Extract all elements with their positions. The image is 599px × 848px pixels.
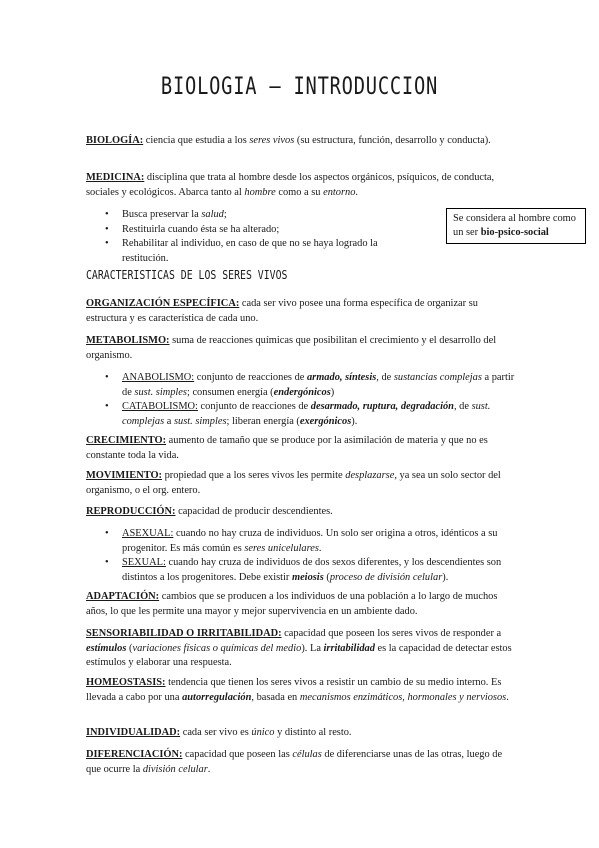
section-heading: CARACTERISTICAS DE LOS SERES VIVOS — [86, 268, 288, 282]
sensoriabilidad-term: SENSORIABILIDAD O IRRITABILIDAD: — [86, 628, 282, 639]
list-item: • CATABOLISMO: conjunto de reacciones de desarmado, ruptura, degradación, de sust. complejas a sust. simples; liberan energía (exergónicos). — [100, 400, 518, 429]
list-item: • ANABOLISMO: conjunto de reacciones de armado, síntesis, de sustancias complejas a partir de sust. simples; consumen energía (endergónicos) — [100, 371, 518, 400]
metabolismo-term: METABOLISMO: — [86, 335, 170, 346]
diferenciacion-definition: DIFERENCIACIÓN: capacidad que poseen las células de diferenciarse unas de las otras, luego de que ocurre la división celular. — [86, 749, 503, 775]
medicina-definition: MEDICINA: disciplina que trata al hombre desde los aspectos orgánicos, psíquicos, de conducta, sociales y ecológicos. Abarca tanto al hombre como a su entorno. — [86, 172, 495, 198]
metabolismo-definition: METABOLISMO: suma de reacciones químicas que posibilitan el crecimiento y el desarrollo del organismo. — [86, 335, 497, 361]
list-item: • SEXUAL: cuando hay cruza de individuos de dos sexos diferentes, y los descendientes son distintos a los progenitores. Debe existir meiosis (proceso de división celular). — [100, 556, 518, 585]
list-item: • ASEXUAL: cuando no hay cruza de individuos. Un solo ser origina a otros, idénticos a su progenitor. Es más común es seres unicelulares. — [100, 527, 518, 556]
biologia-term: BIOLOGÍA: — [86, 135, 144, 146]
medicina-list — [100, 208, 400, 266]
organizacion-definition: ORGANIZACIÓN ESPECÍFICA: cada ser vivo posee una forma específica de organizar su estructura y es característica de cada uno. — [86, 298, 478, 324]
metabolismo-list — [100, 371, 518, 429]
reproduccion-list — [100, 527, 518, 585]
individualidad-term: INDIVIDUALIDAD: — [86, 727, 181, 738]
homeostasis-definition: HOMEOSTASIS: tendencia que tienen los seres vivos a resistir un cambio de su medio interno. Es llevada a cabo por una autorregulación, basada en mecanismos enzimáticos, hormonales y nerviosos. — [86, 677, 509, 703]
crecimiento-definition: CRECIMIENTO: aumento de tamaño que se produce por la asimilación de materia y que no es constante toda la vida. — [86, 435, 488, 461]
biologia-definition: BIOLOGÍA: ciencia que estudia a los seres vivos (su estructura, función, desarrollo y conducta). — [86, 135, 491, 146]
reproduccion-term: REPRODUCCIÓN: — [86, 506, 176, 517]
crecimiento-term: CRECIMIENTO: — [86, 435, 167, 446]
movimiento-term: MOVIMIENTO: — [86, 470, 163, 481]
list-item: • Busca preservar la salud; — [100, 208, 400, 223]
list-item: • Restituirla cuando ésta se ha alterado; — [100, 223, 400, 238]
reproduccion-definition: REPRODUCCIÓN: capacidad de producir descendientes. — [86, 506, 333, 517]
medicina-term: MEDICINA: — [86, 172, 145, 183]
list-item: • Rehabilitar al individuo, en caso de que no se haya logrado la restitución. — [100, 237, 400, 266]
movimiento-definition: MOVIMIENTO: propiedad que a los seres vivos les permite desplazarse, ya sea un solo sector del organismo, o el org. entero. — [86, 470, 501, 496]
homeostasis-term: HOMEOSTASIS: — [86, 677, 166, 688]
adaptacion-definition: ADAPTACIÓN: cambios que se producen a los individuos de una población a lo largo de muchos años, lo que les permite una mayor y mejor supervivencia en un ambiente dado. — [86, 591, 498, 617]
adaptacion-term: ADAPTACIÓN: — [86, 591, 160, 602]
organizacion-term: ORGANIZACIÓN ESPECÍFICA: — [86, 298, 240, 309]
diferenciacion-term: DIFERENCIACIÓN: — [86, 749, 183, 760]
bio-psico-social-note: Se considera al hombre como un ser bio-psico-social — [446, 208, 586, 244]
individualidad-definition: INDIVIDUALIDAD: cada ser vivo es único y distinto al resto. — [86, 727, 352, 738]
page-title: BIOLOGIA – INTRODUCCION — [160, 72, 439, 100]
sensoriabilidad-definition: SENSORIABILIDAD O IRRITABILIDAD: capacidad que poseen los seres vivos de responder a estímulos (variaciones físicas o químicas del medio). La irritabilidad es la capacidad de detectar estos estímulos y elaborar una respuesta. — [86, 628, 512, 668]
